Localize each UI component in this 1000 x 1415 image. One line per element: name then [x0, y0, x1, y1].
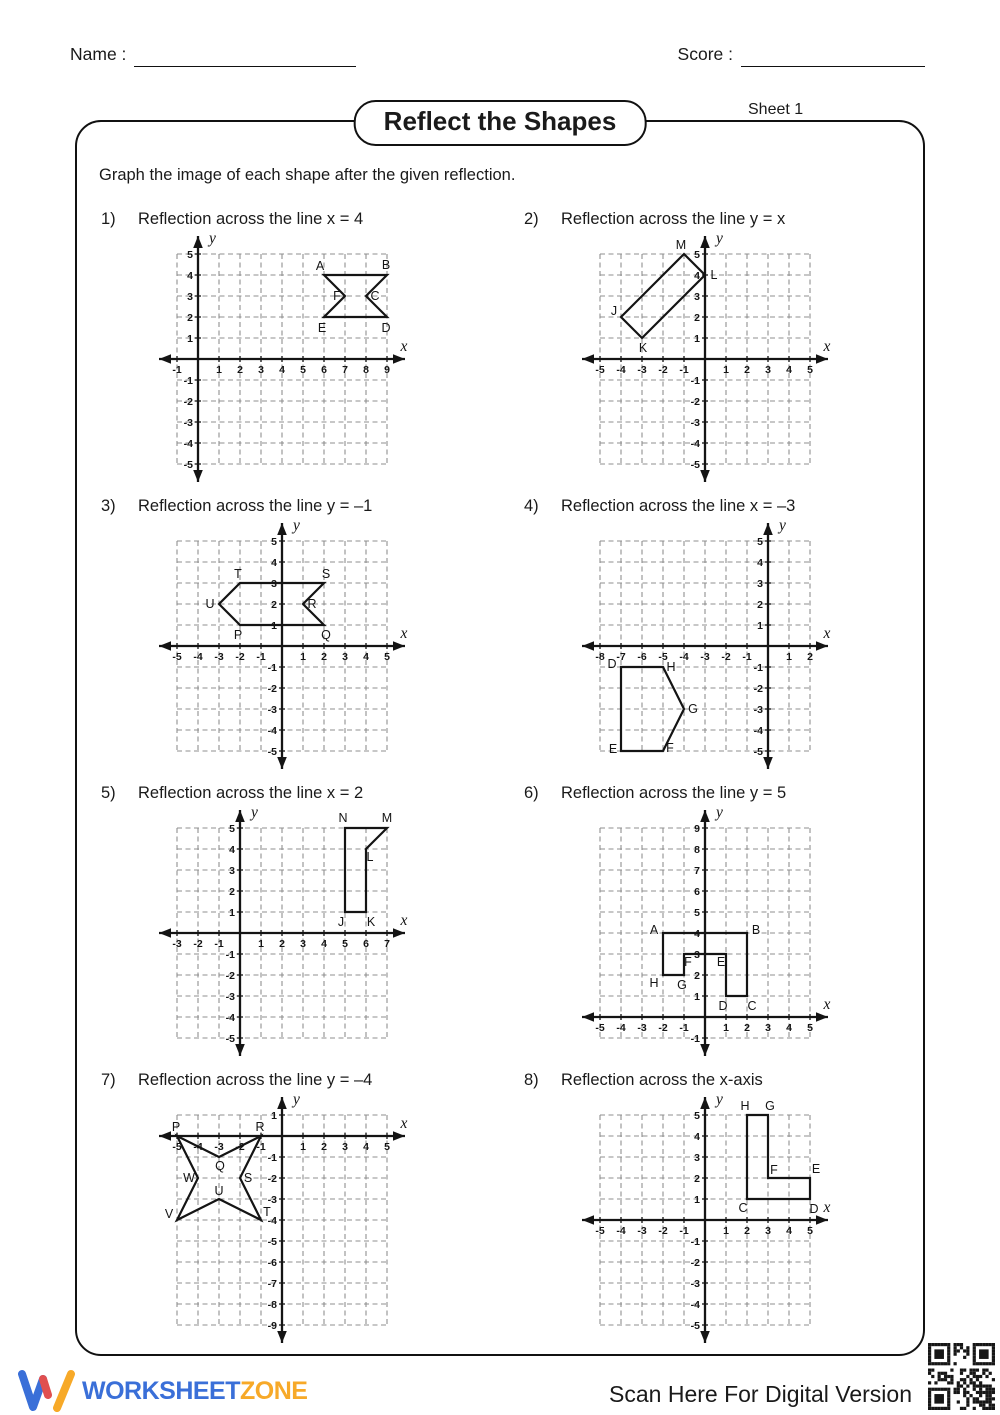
svg-text:5: 5 [300, 364, 306, 376]
svg-text:-6: -6 [267, 1257, 277, 1269]
svg-text:x: x [400, 625, 408, 642]
svg-text:R: R [307, 597, 317, 611]
svg-text:2: 2 [187, 312, 193, 324]
problem-text: Reflection across the line x = 4 [138, 210, 364, 228]
problem-6 [500, 784, 923, 1071]
svg-text:4: 4 [363, 1141, 369, 1153]
problem-number: 2) [524, 210, 539, 228]
svg-text:2: 2 [271, 599, 277, 611]
svg-text:-2: -2 [753, 683, 763, 695]
svg-text:-1: -1 [679, 1022, 689, 1034]
svg-text:5: 5 [807, 364, 813, 376]
svg-text:K: K [638, 341, 648, 355]
problem-number: 1) [101, 210, 116, 228]
svg-text:2: 2 [694, 1173, 700, 1185]
problem-number: 4) [524, 497, 539, 515]
svg-text:6: 6 [694, 886, 700, 898]
svg-text:A: A [315, 259, 325, 273]
problem-1 [77, 210, 500, 497]
svg-text:-2: -2 [690, 1257, 700, 1269]
svg-text:-2: -2 [658, 1225, 668, 1237]
svg-text:3: 3 [694, 291, 700, 303]
svg-text:G: G [677, 978, 687, 992]
graph-4 [576, 517, 834, 775]
svg-text:3: 3 [765, 1022, 771, 1034]
problem-text: Reflection across the line y = x [561, 210, 786, 228]
svg-text:x: x [400, 912, 408, 929]
svg-text:-2: -2 [267, 683, 277, 695]
svg-text:3: 3 [300, 938, 306, 950]
qr-code [928, 1343, 995, 1410]
svg-text:1: 1 [187, 333, 193, 345]
svg-text:E: E [811, 1162, 821, 1176]
svg-text:A: A [649, 923, 659, 937]
svg-text:6: 6 [363, 938, 369, 950]
svg-text:-6: -6 [637, 651, 647, 663]
svg-text:-4: -4 [616, 364, 626, 376]
svg-text:5: 5 [694, 249, 700, 261]
score-label: Score : [677, 44, 733, 64]
problem-number: 8) [524, 1071, 539, 1089]
problem-number: 5) [101, 784, 116, 802]
svg-text:-4: -4 [193, 651, 203, 663]
svg-text:-2: -2 [267, 1173, 277, 1185]
svg-text:1: 1 [300, 651, 306, 663]
svg-text:M: M [675, 238, 687, 252]
svg-text:-2: -2 [183, 396, 193, 408]
svg-text:-8: -8 [267, 1299, 277, 1311]
svg-text:-5: -5 [595, 364, 605, 376]
svg-text:D: D [809, 1202, 819, 1216]
svg-text:1: 1 [216, 364, 222, 376]
svg-text:1: 1 [694, 1194, 700, 1206]
svg-text:-5: -5 [267, 746, 277, 758]
svg-text:9: 9 [384, 364, 390, 376]
header [70, 44, 925, 67]
problem-2 [500, 210, 923, 497]
svg-text:B: B [381, 258, 391, 272]
svg-text:M: M [381, 811, 393, 825]
svg-text:H: H [740, 1099, 750, 1113]
svg-text:-1: -1 [172, 364, 182, 376]
svg-text:Q: Q [321, 628, 331, 642]
graph-7 [153, 1091, 411, 1349]
svg-text:7: 7 [694, 865, 700, 877]
svg-text:y: y [293, 1091, 300, 1108]
svg-text:-1: -1 [679, 1225, 689, 1237]
svg-text:y: y [293, 517, 300, 534]
svg-text:1: 1 [271, 1110, 277, 1122]
svg-text:x: x [823, 338, 831, 355]
svg-text:4: 4 [694, 270, 700, 282]
svg-text:2: 2 [694, 970, 700, 982]
svg-text:5: 5 [694, 907, 700, 919]
svg-text:-1: -1 [267, 1152, 277, 1164]
svg-text:-1: -1 [183, 375, 193, 387]
svg-text:-5: -5 [267, 1236, 277, 1248]
svg-text:U: U [214, 1184, 224, 1198]
name-label: Name : [70, 44, 127, 64]
svg-text:-4: -4 [690, 438, 700, 450]
svg-text:-1: -1 [256, 651, 266, 663]
svg-text:D: D [607, 657, 617, 671]
svg-text:-7: -7 [267, 1278, 277, 1290]
svg-text:-3: -3 [214, 1141, 224, 1153]
svg-text:y: y [716, 804, 723, 821]
problems-grid [77, 210, 923, 1358]
svg-text:1: 1 [694, 333, 700, 345]
svg-text:C: C [747, 999, 757, 1013]
svg-text:7: 7 [342, 364, 348, 376]
svg-text:-1: -1 [742, 651, 752, 663]
svg-text:1: 1 [723, 1022, 729, 1034]
svg-text:S: S [243, 1171, 253, 1185]
svg-text:4: 4 [279, 364, 285, 376]
svg-text:5: 5 [342, 938, 348, 950]
svg-text:-1: -1 [690, 1033, 700, 1045]
problem-1-title [101, 210, 500, 229]
svg-text:-1: -1 [690, 1236, 700, 1248]
svg-text:3: 3 [342, 651, 348, 663]
svg-text:-5: -5 [753, 746, 763, 758]
svg-text:1: 1 [723, 1225, 729, 1237]
svg-text:E: E [317, 321, 327, 335]
svg-text:S: S [321, 567, 331, 581]
svg-text:2: 2 [744, 364, 750, 376]
svg-text:Q: Q [215, 1159, 225, 1173]
problem-5-title [101, 784, 500, 803]
problem-7 [77, 1071, 500, 1358]
svg-text:5: 5 [757, 536, 763, 548]
svg-text:4: 4 [786, 1022, 792, 1034]
svg-text:-2: -2 [225, 970, 235, 982]
svg-text:-4: -4 [225, 1012, 235, 1024]
svg-text:C: C [738, 1201, 748, 1215]
svg-text:2: 2 [757, 599, 763, 611]
svg-text:5: 5 [807, 1225, 813, 1237]
brand-footer [18, 1368, 307, 1414]
svg-text:4: 4 [786, 364, 792, 376]
brand-name [82, 1377, 307, 1406]
svg-text:5: 5 [229, 823, 235, 835]
svg-text:P: P [171, 1120, 181, 1134]
problem-6-title [524, 784, 923, 803]
svg-text:-5: -5 [595, 1022, 605, 1034]
svg-text:-5: -5 [183, 459, 193, 471]
svg-text:V: V [164, 1207, 174, 1221]
svg-text:3: 3 [229, 865, 235, 877]
instruction-text: Graph the image of each shape after the given reflection. [99, 166, 516, 184]
svg-text:-9: -9 [267, 1320, 277, 1332]
svg-text:F: F [666, 741, 674, 755]
svg-text:-5: -5 [172, 651, 182, 663]
svg-text:1: 1 [723, 364, 729, 376]
problem-number: 6) [524, 784, 539, 802]
svg-text:D: D [718, 999, 728, 1013]
problem-5 [77, 784, 500, 1071]
svg-text:-4: -4 [690, 1299, 700, 1311]
problem-text: Reflection across the line y = –1 [138, 497, 373, 515]
svg-text:4: 4 [321, 938, 327, 950]
svg-text:3: 3 [258, 364, 264, 376]
problem-text: Reflection across the line y = 5 [561, 784, 787, 802]
svg-text:-2: -2 [235, 651, 245, 663]
problem-3 [77, 497, 500, 784]
svg-text:-5: -5 [225, 1033, 235, 1045]
svg-text:3: 3 [187, 291, 193, 303]
svg-text:-5: -5 [658, 651, 668, 663]
svg-text:T: T [263, 1205, 271, 1219]
svg-text:H: H [649, 976, 659, 990]
svg-text:-1: -1 [679, 364, 689, 376]
svg-text:-8: -8 [595, 651, 605, 663]
brand-logo-icon [18, 1368, 76, 1414]
svg-text:B: B [751, 923, 761, 937]
svg-text:-5: -5 [690, 459, 700, 471]
svg-text:x: x [823, 996, 831, 1013]
svg-text:-4: -4 [616, 1225, 626, 1237]
svg-text:-3: -3 [637, 1022, 647, 1034]
svg-text:-4: -4 [193, 1141, 203, 1153]
svg-text:-4: -4 [183, 438, 193, 450]
svg-text:2: 2 [237, 364, 243, 376]
sheet-label: Sheet 1 [748, 101, 804, 118]
svg-text:-5: -5 [595, 1225, 605, 1237]
svg-text:T: T [234, 567, 242, 581]
svg-text:W: W [183, 1171, 195, 1185]
svg-text:4: 4 [229, 844, 235, 856]
problem-text: Reflection across the x-axis [561, 1071, 763, 1089]
brand-word-2: ZONE [240, 1376, 308, 1405]
svg-text:3: 3 [342, 1141, 348, 1153]
svg-text:3: 3 [757, 578, 763, 590]
problem-8-title [524, 1071, 923, 1090]
svg-text:2: 2 [279, 938, 285, 950]
svg-text:1: 1 [757, 620, 763, 632]
svg-text:R: R [255, 1120, 265, 1134]
svg-text:2: 2 [744, 1225, 750, 1237]
svg-text:-7: -7 [616, 651, 626, 663]
svg-text:-4: -4 [679, 651, 689, 663]
svg-text:6: 6 [321, 364, 327, 376]
svg-text:-1: -1 [214, 938, 224, 950]
svg-text:P: P [233, 628, 243, 642]
svg-text:8: 8 [694, 844, 700, 856]
svg-text:-5: -5 [172, 1141, 182, 1153]
score-blank-line [741, 50, 925, 67]
name-field-group [70, 44, 356, 67]
svg-text:5: 5 [384, 651, 390, 663]
svg-text:-4: -4 [753, 725, 763, 737]
svg-text:-3: -3 [183, 417, 193, 429]
svg-text:-3: -3 [753, 704, 763, 716]
svg-text:D: D [381, 321, 391, 335]
svg-text:G: G [765, 1099, 775, 1113]
problem-text: Reflection across the line x = 2 [138, 784, 364, 802]
svg-text:-1: -1 [256, 1141, 266, 1153]
problem-7-title [101, 1071, 500, 1090]
problem-number: 3) [101, 497, 116, 515]
svg-text:3: 3 [271, 578, 277, 590]
svg-text:-2: -2 [690, 396, 700, 408]
svg-text:-5: -5 [690, 1320, 700, 1332]
svg-text:-3: -3 [690, 417, 700, 429]
svg-text:-4: -4 [267, 725, 277, 737]
svg-text:y: y [209, 230, 216, 247]
svg-text:7: 7 [384, 938, 390, 950]
svg-text:y: y [716, 1091, 723, 1108]
svg-text:-1: -1 [225, 949, 235, 961]
svg-text:-2: -2 [658, 364, 668, 376]
svg-text:J: J [610, 304, 618, 318]
brand-word-1: WORKSHEET [82, 1376, 240, 1405]
svg-text:3: 3 [765, 1225, 771, 1237]
svg-text:2: 2 [744, 1022, 750, 1034]
svg-text:-2: -2 [193, 938, 203, 950]
svg-text:4: 4 [694, 928, 700, 940]
svg-text:-3: -3 [214, 651, 224, 663]
svg-text:9: 9 [694, 823, 700, 835]
graph-1 [153, 230, 411, 488]
svg-text:2: 2 [321, 651, 327, 663]
problem-4-title [524, 497, 923, 516]
svg-text:x: x [400, 1115, 408, 1132]
svg-text:2: 2 [694, 312, 700, 324]
svg-text:2: 2 [321, 1141, 327, 1153]
svg-text:-3: -3 [267, 1194, 277, 1206]
svg-text:-3: -3 [690, 1278, 700, 1290]
svg-text:y: y [251, 804, 258, 821]
problem-4 [500, 497, 923, 784]
svg-text:-2: -2 [658, 1022, 668, 1034]
graph-3 [153, 517, 411, 775]
svg-text:-1: -1 [753, 662, 763, 674]
svg-text:-4: -4 [616, 1022, 626, 1034]
svg-text:E: E [608, 742, 618, 756]
worksheet-title: Reflect the Shapes [354, 100, 647, 146]
graph-5 [153, 804, 411, 1062]
problem-number: 7) [101, 1071, 116, 1089]
svg-text:E: E [716, 955, 726, 969]
graph-2 [576, 230, 834, 488]
problem-text: Reflection across the line x = –3 [561, 497, 796, 515]
svg-text:4: 4 [757, 557, 763, 569]
svg-text:-4: -4 [267, 1215, 277, 1227]
problem-8 [500, 1071, 923, 1358]
svg-text:G: G [688, 702, 698, 716]
svg-text:2: 2 [229, 886, 235, 898]
svg-text:N: N [338, 811, 348, 825]
problem-text: Reflection across the line y = –4 [138, 1071, 373, 1089]
svg-text:4: 4 [187, 270, 193, 282]
svg-text:2: 2 [807, 651, 813, 663]
svg-text:3: 3 [694, 949, 700, 961]
svg-text:J: J [337, 915, 345, 929]
svg-text:4: 4 [363, 651, 369, 663]
svg-text:5: 5 [271, 536, 277, 548]
svg-text:-2: -2 [235, 1141, 245, 1153]
problem-3-title [101, 497, 500, 516]
svg-text:x: x [823, 1199, 831, 1216]
problem-2-title [524, 210, 923, 229]
score-field-group [678, 44, 925, 67]
svg-text:1: 1 [786, 651, 792, 663]
svg-text:-3: -3 [700, 651, 710, 663]
svg-text:-1: -1 [267, 662, 277, 674]
svg-text:F: F [333, 289, 341, 303]
svg-text:1: 1 [694, 991, 700, 1003]
svg-text:1: 1 [271, 620, 277, 632]
svg-text:F: F [770, 1163, 778, 1177]
svg-text:L: L [366, 850, 374, 864]
svg-text:-3: -3 [172, 938, 182, 950]
svg-text:4: 4 [694, 1131, 700, 1143]
svg-text:-3: -3 [637, 364, 647, 376]
graph-8 [576, 1091, 834, 1349]
svg-text:-3: -3 [267, 704, 277, 716]
svg-text:4: 4 [786, 1225, 792, 1237]
scan-here-text: Scan Here For Digital Version [609, 1381, 912, 1407]
graph-6 [576, 804, 834, 1062]
svg-text:F: F [684, 955, 692, 969]
svg-text:-2: -2 [721, 651, 731, 663]
svg-text:H: H [666, 660, 676, 674]
svg-text:K: K [366, 915, 376, 929]
svg-text:5: 5 [187, 249, 193, 261]
svg-text:5: 5 [807, 1022, 813, 1034]
name-blank-line [134, 50, 356, 67]
svg-text:U: U [205, 597, 215, 611]
svg-text:y: y [779, 517, 786, 534]
svg-text:5: 5 [384, 1141, 390, 1153]
svg-text:-1: -1 [690, 375, 700, 387]
svg-text:C: C [370, 289, 380, 303]
svg-text:1: 1 [229, 907, 235, 919]
svg-text:y: y [716, 230, 723, 247]
svg-text:3: 3 [694, 1152, 700, 1164]
svg-text:3: 3 [765, 364, 771, 376]
svg-text:4: 4 [271, 557, 277, 569]
svg-text:x: x [823, 625, 831, 642]
svg-text:x: x [400, 338, 408, 355]
svg-text:L: L [710, 268, 718, 282]
svg-text:1: 1 [258, 938, 264, 950]
svg-text:-3: -3 [225, 991, 235, 1003]
svg-text:1: 1 [300, 1141, 306, 1153]
svg-text:5: 5 [694, 1110, 700, 1122]
svg-text:8: 8 [363, 364, 369, 376]
svg-text:-3: -3 [637, 1225, 647, 1237]
